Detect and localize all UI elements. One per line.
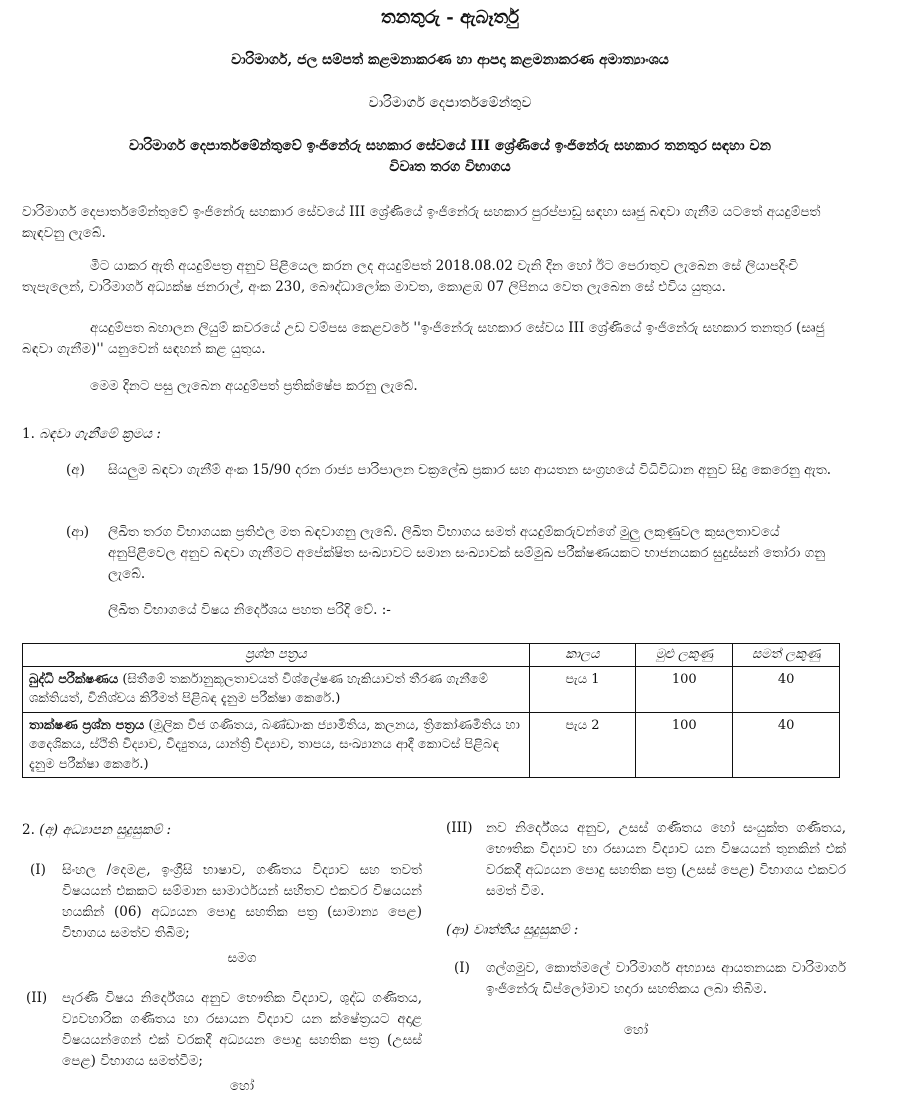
duration-cell: පැය 2 [529,712,636,778]
total-marks-cell: 100 [636,712,733,778]
header-pass-marks: සමත් ලකුණු [733,644,840,667]
paper-cell [23,712,530,778]
header-total-marks: මුළු ලකුණු [636,644,733,667]
section-1-heading [22,424,161,445]
section-1-number: 1. [22,426,35,442]
intro-paragraph-3 [22,318,840,360]
paper-cell [23,666,530,712]
paper-name: බුද්ධි පරීක්ෂණය [29,671,119,687]
pass-marks-cell: 40 [733,712,840,778]
paper-name: තාක්ෂණ ප්‍රශ්න පත්‍රය [29,717,145,733]
table-row [23,712,840,778]
conjunction-or-left: හෝ [229,1078,255,1094]
total-marks-cell: 100 [636,666,733,712]
table-header-row [23,644,840,667]
syllabus-intro: ලිඛිත විභාගයේ විෂය නිර්දේශය පහත පරිදි වේ. :- [108,602,391,618]
ministry-name: වාරිමාර්ග, ජල සම්පත් කළමනාකරණ හා ආපදා කළමනාකරණ අමාත්‍යාංශය [231,52,669,68]
intro-text-2: මීට යාකර ඇති අයදුම්පත්‍ර අනුව පිළියෙල කරන ලද අයදුම්පත් 2018.08.02 වැනි දින හෝ ඊට පෙරාතුව ලැබෙන සේ ලියාපදිංචි තැපැලෙන්, වාරිමාර්ග අධ්‍යක්ෂ ජනරාල්, අංක 230, බෞද්ධාලෝක මාවත, කොළඹ 07 ලිපිනය වෙත ලැබෙන සේ එවිය යුතුය. [22,258,798,295]
exam-title-line-1: වාරිමාර්ග දෙපාර්තමේන්තුවේ ඉංජිනේරු සහකාර සේවයේ III ශ්‍රේණියේ ඉංජිනේරු සහකාර තනතුර සඳහා වන [129,138,771,154]
table-row [23,666,840,712]
intro-paragraph-4 [22,376,840,397]
section-2-heading [22,820,171,841]
item-a-marker: (අ) [66,462,85,478]
exam-title-line-2: විවෘත තරග විභාගය [389,159,511,175]
conjunction-and: සමග [227,950,257,966]
intro-text-1: වාරිමාර්ග දෙපාර්තමේන්තුවේ ඉංජිනේරු සහකාර සේවයේ III ශ්‍රේණියේ ඉංජිනේරු සහකාර පුරප්පාඩු සඳහා සෘජු බඳවා ගැනීම යටතේ අයදුම්පත් කැඳවනු ලැබේ. [22,204,821,241]
conjunction-or-right: හෝ [623,1022,649,1038]
item-aa-marker: (ආ) [66,524,89,540]
edu-item-3-text: නව නිර්දේශය අනුව, උසස් ගණිතය හෝ සංයුක්ත ගණිතය, භෞතික විද්‍යාව හා රසායන විද්‍යාව යන විෂයයන් තුනකින් එක් වරකදී අධ්‍යයන පොදු සහතික පත්‍ර (උසස් පෙළ) විභාගය එකවර සමත් වීම. [486,820,846,899]
edu-item-3-marker: (III) [446,820,473,836]
edu-item-1-marker: (I) [30,862,46,878]
professional-qualifications-heading: (ආ) වෘත්තීය සුදුසුකම් : [446,922,579,938]
paper-desc: (සිතීමේ තර්කානුකූලතාවයත් විශ්ලේෂණ හැකියාවත් තීරණ ගැනීමේ ශක්තියත්, විනිශ්චය කිරීමත් පිළිබඳ දැනුම පරීක්ෂා කෙරේ.) [29,671,488,706]
intro-text-4: මෙම දිනට පසු ලැබෙන අයදුම්පත් ප්‍රතික්ෂේප කරනු ලැබේ. [90,378,418,394]
edu-item-1-text: සිංහල /දෙමළ, ඉංග්‍රීසි භාෂාව, ගණිතය විද්‍යාව සහ තවත් විෂයයන් එකකට සම්මාන සාමාර්ථයන් සහිතව එකවර විෂයයන් හයකින් (06) අධ්‍යයන පොදු සහතික පත්‍ර (සාමාන්‍ය පෙළ) විභාගය සමත්ව තිබීම; [62,862,422,941]
intro-paragraph-1 [22,202,840,244]
intro-text-3: අයදුම්පත බහාලන ලියුම් කවරයේ උඩ වම්පස කෙළවරේ ''ඉංජිනේරු සහකාර සේවය III ශ්‍රේණියේ ඉංජිනේරු සහකාර තනතුර (සෘජු බඳවා ගැනීම)'' යනුවෙන් සඳහන් කළ යුතුය. [22,320,825,357]
edu-item-2-text: පැරණි විෂය නිර්දේශය අනුව භෞතික විද්‍යාව, ශුද්ධ ගණිතය, ව්‍යවහාරික ගණිතය හා රසායන විද්‍යාව යන ක්ෂේත්‍රයට අදාළ විෂයයන්ගෙන් එක් වරකදී අධ්‍යයන පොදු සහතික පත්‍ර (උසස් පෙළ) විභාගය සමත්වීම; [62,990,422,1069]
section-2-title: (අ) අධ්‍යාපන සුදුසුකම් : [39,822,172,838]
intro-paragraph-2 [22,256,840,298]
header-paper: ප්‍රශ්න පත්‍රය [23,644,530,667]
prof-item-1-marker: (I) [454,960,470,976]
header-duration: කාලය [529,644,636,667]
item-a-text: සියලුම බඳවා ගැනීම් අංක 15/90 දරන රාජ්‍ය පාරිපාලන චක්‍රලේඛ ප්‍රකාර සහ ආයතන සංග්‍රහයේ විධිවිධාන අනුව සිදු කෙරෙනු ඇත. [108,462,832,478]
page-title: තනතුරු - ඇබෑර්තු [381,7,519,28]
prof-item-1-text: ගල්ගමුව, කොත්මලේ වාරිමාර්ග අභ්‍යාස ආයතනයක වාරිමාර්ග ඉංජිනේරු ඩිප්ලෝමාව හදාරා සහතිකය ලබා තිබීම. [486,960,846,997]
section-2-number: 2. [22,822,35,838]
edu-item-2-marker: (II) [26,990,48,1006]
section-1-title: බඳවා ගැනීමේ ක්‍රමය : [39,426,161,442]
item-aa-text: ලිඛිත තරග විභාගයක ප්‍රතිඵල මත බඳවාගනු ලැබේ. ලිඛිත විභාගය සමත් අයදුම්කරුවන්ගේ මුලු ලකුණුවල කුසලතාවයේ අනුපිළිවෙල අනුව බඳවා ගැනීමට අපේක්ෂිත සංඛ්‍යාවට සමාන සංඛ්‍යාවක් සම්මුඛ පරීක්ෂණයකට භාජනයකර සුදුස්සන් තෝරා ගනු ලැබේ. [108,524,826,582]
pass-marks-cell: 40 [733,666,840,712]
paper-desc: (මූලික වීජ ගණිතය, බණ්ඩාංක ජ්‍යාමිතිය, කලනය, ත්‍රිකෝණමිතිය හා දෛශිකය, ස්ථිති විද්‍යාව, විද්‍යුතය, යාන්ත්‍රි විද්‍යාව, තාපය, සංඛ්‍යානය ආදී කොටස් පිළිබඳ දැනුම පරීක්ෂා කෙරේ.) [29,717,520,772]
department-name: වාරිමාර්ග දෙපාර්තමේන්තුව [368,95,532,111]
syllabus-table [22,643,840,778]
exam-title [40,136,860,178]
duration-cell: පැය 1 [529,666,636,712]
